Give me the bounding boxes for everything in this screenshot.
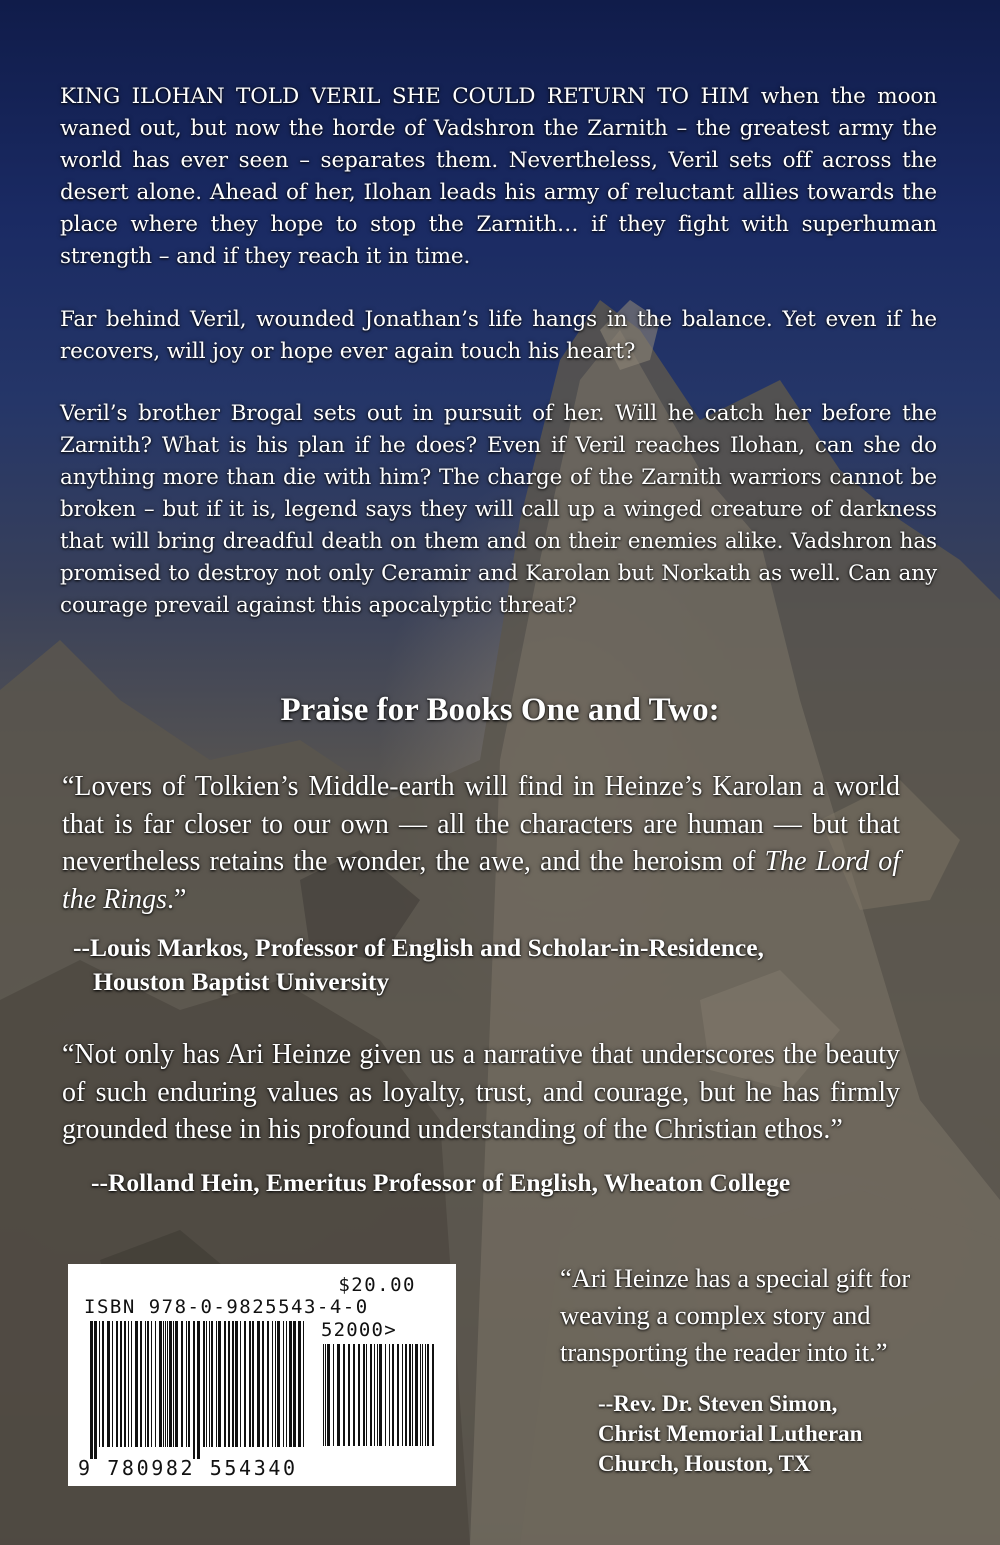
barcode-bar: [131, 1321, 132, 1447]
barcode-bar: [163, 1321, 164, 1447]
barcode-bar: [283, 1321, 284, 1447]
barcode-bar: [289, 1321, 292, 1447]
praise-attribution-1-line-1: --Louis Markos, Professor of English and Scholar-in-Residence,: [73, 933, 764, 962]
barcode-bar: [422, 1344, 423, 1446]
barcode-bar: [337, 1344, 340, 1446]
barcode-bar: [169, 1321, 172, 1447]
praise-attribution-3-line-3: Church, Houston, TX: [598, 1451, 811, 1476]
barcode-bar: [216, 1321, 217, 1447]
praise-quote-2: “Not only has Ari Heinze given us a narrative that underscores the beauty of such enduring values as loyalty, trust, and courage, but he has firmly grounded these in his profound understanding of the Christian ethos.”: [62, 1039, 900, 1145]
barcode-bar: [147, 1321, 149, 1447]
barcode-bar: [240, 1321, 241, 1447]
barcode-bar: [267, 1321, 269, 1447]
price-label: $20.00: [338, 1274, 416, 1296]
barcode-bar: [277, 1321, 280, 1447]
barcode-bar: [94, 1321, 97, 1459]
barcode-bar: [363, 1344, 365, 1446]
barcode-bar: [244, 1321, 246, 1447]
barcode-bar: [286, 1321, 287, 1447]
barcode-bar: [151, 1321, 152, 1447]
praise-attribution-3: [598, 1389, 958, 1479]
barcode-bar: [415, 1344, 418, 1446]
praise-attribution-1: [73, 931, 973, 999]
barcode-bar: [197, 1321, 200, 1459]
barcode-bar: [209, 1321, 210, 1447]
barcode-bar: [397, 1344, 399, 1446]
barcode-bar: [298, 1321, 301, 1447]
barcode-bar: [188, 1321, 190, 1447]
praise-attribution-2: --Rolland Hein, Emeritus Professor of English, Wheaton College: [91, 1168, 791, 1197]
barcode-bar: [155, 1321, 156, 1447]
barcode-bar: [116, 1321, 118, 1447]
barcode-addon-code: 52000>: [321, 1319, 397, 1341]
barcode-bar: [272, 1321, 273, 1447]
barcode-bar: [425, 1344, 426, 1446]
barcode-bar: [303, 1321, 304, 1447]
barcode-bar: [102, 1321, 104, 1447]
barcode-bar: [99, 1321, 100, 1447]
praise-quote-1: [62, 768, 900, 918]
barcode-bar: [389, 1344, 390, 1446]
isbn-label: ISBN 978-0-9825543-4-0: [84, 1296, 369, 1318]
barcode-bar: [252, 1321, 254, 1447]
blurb-paragraph-2: Far behind Veril, wounded Jonathan’s life hangs in the balance. Yet even if he recovers, will joy or hope ever again touch his heart?: [60, 307, 937, 364]
isbn-barcode-block: [68, 1264, 456, 1486]
barcode-bar: [262, 1321, 264, 1447]
barcode-bar: [333, 1344, 334, 1446]
barcode-bar: [323, 1344, 324, 1446]
addon-barcode: [321, 1344, 439, 1458]
barcode-bar: [249, 1321, 251, 1447]
barcode-bar: [128, 1321, 129, 1447]
barcode-bar: [325, 1344, 326, 1446]
barcode-bar: [175, 1321, 178, 1447]
barcode-bar: [186, 1321, 187, 1447]
barcode-bar: [392, 1344, 394, 1446]
barcode-bar: [377, 1344, 378, 1446]
barcode-bar: [374, 1344, 375, 1446]
praise-attribution-3-line-2: Christ Memorial Lutheran: [598, 1421, 863, 1446]
barcode-bar: [412, 1344, 413, 1446]
praise-quote-1-book-title: The Lord of the Rings: [62, 846, 900, 915]
blurb-paragraph-1: [60, 81, 937, 273]
barcode-bar: [358, 1344, 360, 1446]
barcode-bar: [379, 1344, 382, 1446]
barcode-bar: [405, 1344, 407, 1446]
barcode-bar: [135, 1321, 138, 1447]
barcode-bar: [348, 1344, 350, 1446]
barcode-bar: [420, 1344, 421, 1446]
blurb-lead-caps: KING ILOHAN TOLD VERIL SHE COULD RETURN TO HIM: [60, 84, 750, 109]
praise-heading: Praise for Books One and Two:: [280, 692, 720, 728]
barcode-bar: [232, 1321, 234, 1447]
ean-digits: 9 780982 554340: [78, 1456, 298, 1480]
barcode-bar: [173, 1321, 174, 1447]
barcode-bar: [206, 1321, 207, 1447]
barcode-bar: [167, 1321, 168, 1447]
barcode-bar: [159, 1321, 162, 1447]
barcode-bar: [120, 1321, 122, 1447]
barcode-bar: [370, 1344, 372, 1446]
barcode-bar: [385, 1344, 386, 1446]
barcode-bar: [427, 1344, 429, 1446]
barcode-bar: [402, 1344, 403, 1446]
blurb-paragraph-3: Veril’s brother Brogal sets out in pursuit of her. Will he catch her before the Zarnith? What is his plan if he does? Even if Veril reaches Ilohan, can she do anything more than die with him? The charge of the Zarnith warriors cannot be broken – but if it is, legend says they will call up a winged creature of darkness that will bring dreadful death on them and on their enemies alike. Vadshron has promised to destroy not only Ceramir and Karolan but Norkath as well. Can any courage prevail against this apocalyptic threat?: [60, 401, 937, 618]
barcode-bar: [218, 1321, 221, 1447]
barcode-bar: [140, 1321, 142, 1447]
barcode-bar: [203, 1321, 205, 1447]
barcode-bar: [145, 1321, 146, 1447]
barcode-bar: [107, 1321, 110, 1447]
praise-attribution-3-line-1: --Rev. Dr. Steven Simon,: [598, 1391, 838, 1416]
barcode-bar: [235, 1321, 238, 1447]
barcode-bar: [165, 1321, 166, 1447]
barcode-bar: [353, 1344, 355, 1446]
barcode-bar: [409, 1344, 411, 1446]
barcode-bar: [124, 1321, 126, 1447]
barcode-bar: [112, 1321, 113, 1447]
praise-attribution-1-line-2: Houston Baptist University: [93, 967, 390, 996]
barcode-bar: [366, 1344, 367, 1446]
barcode-bar: [224, 1321, 226, 1447]
blurb-paragraph-1-text: when the moon waned out, but now the horde of Vadshron the Zarnith – the greatest army the world has ever seen – separates them. Nevertheless, Veril sets off across the desert alone. Ahead of her, Ilohan leads his army of reluctant allies towards the place where they hope to stop the Zarnith… if they fight with superhuman strength – and if they reach it in time.: [60, 84, 938, 269]
barcode-bar: [257, 1321, 260, 1447]
barcode-bar: [327, 1344, 330, 1446]
praise-quote-1-end: .”: [167, 883, 187, 915]
barcode-bar: [293, 1321, 296, 1447]
barcode-bar: [211, 1321, 213, 1447]
praise-quote-1-text: “Lovers of Tolkien’s Middle-earth will find in Heinze’s Karolan a world that is far closer to our own — all the characters are human — but that nevertheless retains the wonder, the awe, and the heroism of: [62, 771, 900, 877]
barcode-bar: [343, 1344, 345, 1446]
barcode-bar: [432, 1344, 434, 1446]
barcode-bar: [90, 1321, 93, 1459]
barcode-bar: [275, 1321, 276, 1447]
praise-quote-3: “Ari Heinze has a special gift for weaving a complex story and transporting the reader into it.”: [560, 1263, 911, 1367]
barcode-bar: [193, 1321, 195, 1459]
barcode-bar: [228, 1321, 230, 1447]
barcode-bar: [181, 1321, 183, 1447]
ean-barcode: [88, 1321, 306, 1459]
